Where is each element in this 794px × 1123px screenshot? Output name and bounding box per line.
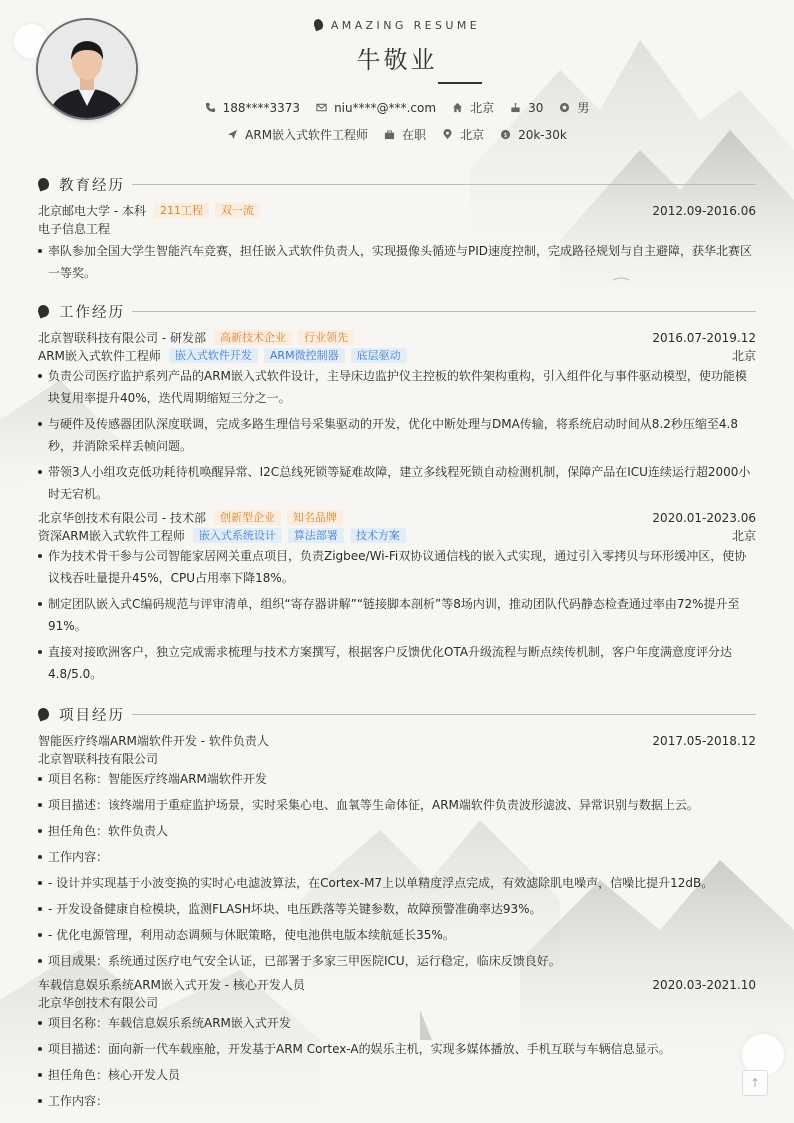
- info-item: [510, 99, 543, 116]
- info-text: 188****3373: [222, 100, 301, 115]
- info-text: 20k-30k: [518, 127, 567, 142]
- send-icon: [227, 129, 238, 140]
- leaf-icon: [36, 176, 50, 191]
- leaf-icon: [312, 18, 324, 31]
- info-text: 在职: [402, 128, 427, 142]
- tag-badge: 知名品牌: [287, 510, 343, 525]
- leaf-icon: [36, 706, 50, 721]
- info-item: [205, 99, 300, 116]
- phone-icon: [205, 102, 216, 113]
- bullet-list: [38, 240, 756, 284]
- projects-section: [38, 703, 756, 1116]
- role-name: ARM嵌入式软件工程师: [38, 349, 161, 363]
- entry-city: 北京: [731, 349, 756, 363]
- tag-badge: 底层驱动: [351, 348, 407, 363]
- bullet-item: 直接对接欧洲客户，独立完成需求梳理与技术方案撰写，根据客户反馈优化OTA升级流程与断点续传机制，客户年度满意度评分达4.8/5.0。: [38, 641, 756, 685]
- tag-badge: 211工程: [154, 203, 209, 218]
- education-entry: [38, 202, 756, 284]
- name-divider: [438, 82, 482, 84]
- bullet-item: 负责公司医疗监护系列产品的ARM嵌入式软件设计，主导床边监护仪主控板的软件架构重构，引入组件化与事件驱动模型，使功能模块复用率提升40%，迭代周期缩短三分之一。: [38, 365, 756, 409]
- education-section: [38, 173, 756, 288]
- home-icon: [452, 102, 463, 113]
- school-name: 北京邮电大学 - 本科: [38, 204, 146, 218]
- section-header: [38, 300, 756, 322]
- work-section: [38, 300, 756, 689]
- entry-row: [38, 750, 756, 768]
- leaf-icon: [36, 303, 50, 318]
- entry-date: 2017.05-2018.12: [652, 734, 756, 748]
- info-item: [227, 126, 368, 143]
- bullet-item: 项目成果：系统通过医疗电气安全认证，已部署于多家三甲医院ICU，运行稳定，临床反馈良好。: [38, 950, 756, 972]
- company-name: 北京华创技术有限公司 - 技术部: [38, 511, 206, 525]
- tag-badge: 创新型企业: [214, 510, 281, 525]
- tag-badge: 嵌入式系统设计: [193, 528, 282, 543]
- info-item: [316, 99, 436, 116]
- entry-date: 2020.01-2023.06: [652, 511, 756, 525]
- salary-icon: [500, 129, 511, 140]
- project-name: 智能医疗终端ARM端软件开发 - 软件负责人: [38, 734, 269, 748]
- bullet-item: 项目描述：该终端用于重症监护场景，实时采集心电、血氧等生命体征，ARM端软件负责波形滤波、异常识别与数据上云。: [38, 794, 756, 816]
- info-text: niu****@***.com: [334, 100, 437, 115]
- tag-badge: 技术方案: [350, 528, 406, 543]
- info-item: [442, 126, 484, 143]
- bullet-item: - 设计并实现基于小波变换的实时心电滤波算法，在Cortex-M7上以单精度浮点完成，有效滤除肌电噪声，信噪比提升12dB。: [38, 872, 756, 894]
- location-pin-icon: [442, 129, 453, 140]
- gender-icon: [559, 102, 570, 113]
- role-info: [38, 347, 407, 365]
- tag-badge: 高新技术企业: [214, 330, 292, 345]
- job-intent-info: [0, 126, 794, 143]
- bullet-item: - 开发设备健康自检模块，监测FLASH坏块、电压跌落等关键参数，故障预警准确率达93%。: [38, 898, 756, 920]
- cake-icon: [510, 102, 521, 113]
- contact-info: [0, 99, 794, 116]
- bullet-item: 项目名称：智能医疗终端ARM端软件开发: [38, 768, 756, 790]
- bullet-item: 率队参加全国大学生智能汽车竞赛，担任嵌入式软件负责人，实现摄像头循迹与PID速度控制，完成路径规划与自主避障，获华北赛区一等奖。: [38, 240, 756, 284]
- info-text: 30: [528, 100, 544, 115]
- info-item: [384, 126, 426, 143]
- resume-tagline: AMAZING RESUME: [0, 19, 794, 32]
- major: 电子信息工程: [38, 222, 111, 236]
- bullet-list: [38, 768, 756, 972]
- tag-badge: 嵌入式软件开发: [169, 348, 258, 363]
- bullet-item: 项目描述：面向新一代车载座舱，开发基于ARM Cortex-A的娱乐主机，实现多媒体播放、手机互联与车辆信息显示。: [38, 1038, 756, 1060]
- tag-badge: 双一流: [215, 203, 260, 218]
- info-text: 北京: [470, 101, 495, 115]
- work-entry: [38, 509, 756, 685]
- tag-badge: 算法部署: [288, 528, 344, 543]
- bullets: [38, 545, 756, 685]
- info-item: [559, 99, 589, 116]
- role-name: 资深ARM嵌入式软件工程师: [38, 529, 185, 543]
- bullet-item: 担任角色：软件负责人: [38, 820, 756, 842]
- entry-row: [38, 527, 756, 545]
- section-title: 工作经历: [59, 305, 125, 321]
- entry-row: [38, 220, 756, 238]
- scroll-top-button[interactable]: ↑: [742, 1070, 768, 1096]
- bullets: [38, 365, 756, 505]
- section-divider: [132, 714, 756, 715]
- bullets: [38, 240, 756, 284]
- section-divider: [132, 311, 756, 312]
- section-header: [38, 703, 756, 725]
- tag-badge: ARM微控制器: [264, 348, 345, 363]
- bullet-item: 担任角色：核心开发人员: [38, 1064, 756, 1086]
- bullet-item: 带领3人小组攻克低功耗待机唤醒异常、I2C总线死锁等疑难故障，建立多线程死锁自动检测机制，保障产品在ICU连续运行超2000小时无宕机。: [38, 461, 756, 505]
- bullet-item: 作为技术骨干参与公司智能家居网关重点项目，负责Zigbee/Wi-Fi双协议通信栈的嵌入式实现，通过引入零拷贝与环形缓冲区，使协议栈吞吐量提升45%，CPU占用率下降18%。: [38, 545, 756, 589]
- company-info: [38, 329, 354, 347]
- entry-row: [38, 329, 756, 347]
- briefcase-icon: [384, 129, 395, 140]
- entry-row: [38, 732, 756, 750]
- section-title: 教育经历: [59, 178, 125, 194]
- info-text: ARM嵌入式软件工程师: [245, 128, 369, 142]
- bullets: [38, 768, 756, 972]
- entry-date: 2016.07-2019.12: [652, 331, 756, 345]
- entry-row: [38, 347, 756, 365]
- entry-date: 2012.09-2016.06: [652, 204, 756, 218]
- section-header: [38, 173, 756, 195]
- school-info: [38, 202, 260, 220]
- bullet-item: - 优化电源管理，利用动态调频与休眠策略，使电池供电版本续航延长35%。: [38, 924, 756, 946]
- section-divider: [132, 184, 756, 185]
- company-info: [38, 509, 343, 527]
- bullet-item: 工作内容：: [38, 1090, 756, 1112]
- entry-row: [38, 202, 756, 220]
- entry-date: 2020.03-2021.10: [652, 978, 756, 992]
- project-company: 北京智联科技有限公司: [38, 752, 159, 766]
- person-name: 牛敬业: [356, 46, 438, 74]
- entry-row: [38, 994, 756, 1012]
- bullet-list: [38, 365, 756, 505]
- bullet-item: 制定团队嵌入式C编码规范与评审清单，组织“寄存器讲解”“链接脚本剖析”等8场内训，推动团队代码静态检查通过率由72%提升至91%。: [38, 593, 756, 637]
- info-text: 北京: [460, 128, 485, 142]
- info-text: 男: [577, 101, 590, 115]
- svg-text:$: $: [503, 130, 508, 139]
- entry-row: [38, 976, 756, 994]
- info-item: [452, 99, 494, 116]
- mail-icon: [316, 102, 327, 113]
- entry-row: [38, 509, 756, 527]
- work-entry: [38, 329, 756, 505]
- info-item: [500, 126, 567, 143]
- company-name: 北京智联科技有限公司 - 研发部: [38, 331, 206, 345]
- bullet-list: [38, 545, 756, 685]
- project-company: 北京华创技术有限公司: [38, 996, 159, 1010]
- tag-badge: 行业领先: [298, 330, 354, 345]
- bullet-item: 项目名称：车载信息娱乐系统ARM嵌入式开发: [38, 1012, 756, 1034]
- section-title: 项目经历: [59, 708, 125, 724]
- project-name: 车载信息娱乐系统ARM嵌入式开发 - 核心开发人员: [38, 978, 305, 992]
- project-entry: [38, 732, 756, 972]
- bullet-item: 工作内容：: [38, 846, 756, 868]
- bullet-item: 与硬件及传感器团队深度联调，完成多路生理信号采集驱动的开发，优化中断处理与DMA传输，将系统启动时间从8.2秒压缩至4.8秒，并消除采样丢帧问题。: [38, 413, 756, 457]
- project-entry: [38, 976, 756, 1112]
- entry-city: 北京: [731, 529, 756, 543]
- bullets: [38, 1012, 756, 1112]
- role-info: [38, 527, 406, 545]
- bullet-list: [38, 1012, 756, 1112]
